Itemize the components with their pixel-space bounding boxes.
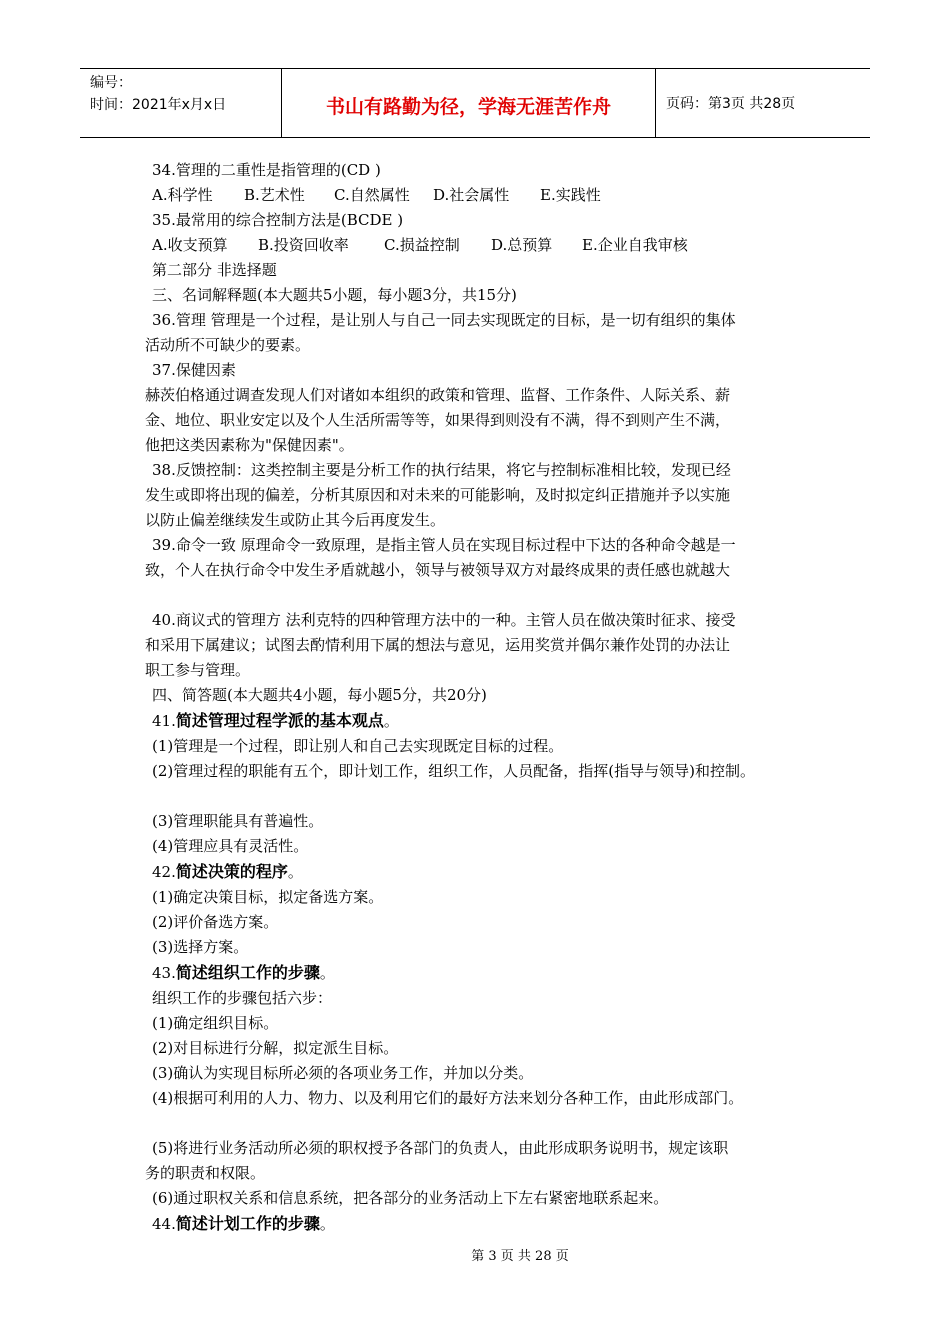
q43-title: 简述组织工作的步骤 <box>175 963 320 982</box>
header-page-info: 页码：第3页 共28页 <box>666 96 796 112</box>
q41-number: 41. <box>152 712 176 730</box>
q43-step-5-line-1: (5)将进行业务活动所必须的职权授予各部门的负责人，由此形成职务说明书，规定该职 <box>152 1139 729 1157</box>
spacer <box>145 1111 825 1136</box>
q43-intro: 组织工作的步骤包括六步： <box>152 989 333 1007</box>
q41-end: 。 <box>383 712 399 730</box>
q44-number: 44. <box>152 1215 176 1233</box>
q41-point-1: (1)管理是一个过程，即让别人和自己去实现既定目标的过程。 <box>152 737 564 755</box>
q43-step-2: (2)对目标进行分解，拟定派生目标。 <box>152 1039 399 1057</box>
document-body <box>145 158 825 1237</box>
q34-option-a: A.科学性 <box>152 186 213 204</box>
q40-line-1: 40.商议式的管理方 法利克特的四种管理方法中的一种。主管人员在做决策时征求、接受 <box>152 611 736 629</box>
q42-point-2: (2)评价备选方案。 <box>152 913 279 931</box>
q42-point-1: (1)确定决策目标，拟定备选方案。 <box>152 888 384 906</box>
time-label: 时间：2021年x月x日 <box>90 97 227 113</box>
q43-end: 。 <box>319 964 335 982</box>
header-motto: 书山有路勤为径，学海无涯苦作舟 <box>282 69 656 137</box>
q38-line-3: 以防止偏差继续发生或防止其今后再度发生。 <box>145 511 446 529</box>
q43-step-3: (3)确认为实现目标所必须的各项业务工作，并加以分类。 <box>152 1064 534 1082</box>
q34-stem: 34.管理的二重性是指管理的(CD ) <box>152 161 381 179</box>
q35-option-c: C.损益控制 <box>384 236 460 254</box>
q41-heading <box>145 708 825 734</box>
q43-step-5-line-2: 务的职责和权限。 <box>145 1164 266 1182</box>
q41-point-4: (4)管理应具有灵活性。 <box>152 837 309 855</box>
q35-option-e: E.企业自我审核 <box>582 236 688 254</box>
q42-end: 。 <box>287 863 303 881</box>
number-label: 编号： <box>90 75 132 91</box>
q37-line-2: 金、地位、职业安定以及个人生活所需等等，如果得到则没有不满，得不到则产生不满， <box>145 411 731 429</box>
q43-step-1: (1)确定组织目标。 <box>152 1014 279 1032</box>
q36-line-1: 36.管理 管理是一个过程，是让别人与自己一同去实现既定的目标，是一切有组织的集体 <box>152 311 736 329</box>
q38-line-2: 发生或即将出现的偏差，分析其原因和对未来的可能影响，及时拟定纠正措施并予以实施 <box>145 486 731 504</box>
q34-options <box>145 183 825 208</box>
page-footer: 第 3 页 共 28 页 <box>471 1249 569 1264</box>
q36-line-2: 活动所不可缺少的要素。 <box>145 336 311 354</box>
q41-point-2: (2)管理过程的职能有五个，即计划工作，组织工作，人员配备，指挥(指导与领导)和控制。 <box>152 762 755 780</box>
section3-heading: 三、名词解释题(本大题共5小题，每小题3分，共15分) <box>152 286 517 304</box>
q35-options <box>145 233 825 258</box>
q35-stem: 35.最常用的综合控制方法是(BCDE ) <box>152 211 404 229</box>
q44-end: 。 <box>319 1215 335 1233</box>
q34-option-e: E.实践性 <box>540 186 601 204</box>
q37-title: 37.保健因素 <box>152 361 236 379</box>
q35-option-a: A.收支预算 <box>152 236 228 254</box>
q39-line-1: 39.命令一致 原理命令一致原理，是指主管人员在实现目标过程中下达的各种命令越是一 <box>152 536 736 554</box>
spacer <box>145 583 825 608</box>
q41-title: 简述管理过程学派的基本观点 <box>175 711 384 730</box>
q42-point-3: (3)选择方案。 <box>152 938 249 956</box>
q42-number: 42. <box>152 863 176 881</box>
q43-number: 43. <box>152 964 176 982</box>
q43-step-6: (6)通过职权关系和信息系统，把各部分的业务活动上下左右紧密地联系起来。 <box>152 1189 669 1207</box>
q38-line-1: 38.反馈控制：这类控制主要是分析工作的执行结果，将它与控制标准相比较，发现已经 <box>152 461 731 479</box>
q42-heading <box>145 859 825 885</box>
q40-line-2: 和采用下属建议；试图去酌情利用下属的想法与意见，运用奖赏并偶尔兼作处罚的办法让 <box>145 636 731 654</box>
q34-option-c: C.自然属性 <box>334 186 410 204</box>
q34-option-b: B.艺术性 <box>244 186 305 204</box>
q34-option-d: D.社会属性 <box>433 186 510 204</box>
q40-line-3: 职工参与管理。 <box>145 661 251 679</box>
header-meta <box>80 69 282 137</box>
page-header <box>80 68 870 138</box>
q43-step-4: (4)根据可利用的人力、物力、以及利用它们的最好方法来划分各种工作，由此形成部门。 <box>152 1089 744 1107</box>
q41-point-3: (3)管理职能具有普遍性。 <box>152 812 324 830</box>
q35-option-b: B.投资回收率 <box>258 236 349 254</box>
q43-heading <box>145 960 825 986</box>
q39-line-2: 致，个人在执行命令中发生矛盾就越小，领导与被领导双方对最终成果的责任感也就越大 <box>145 561 731 579</box>
part2-heading: 第二部分 非选择题 <box>152 261 277 279</box>
q37-line-1: 赫茨伯格通过调查发现人们对诸如本组织的政策和管理、监督、工作条件、人际关系、薪 <box>145 386 731 404</box>
section4-heading: 四、简答题(本大题共4小题，每小题5分，共20分) <box>152 686 487 704</box>
q44-heading <box>145 1211 825 1237</box>
q35-option-d: D.总预算 <box>491 236 553 254</box>
q44-title: 简述计划工作的步骤 <box>175 1214 320 1233</box>
q42-title: 简述决策的程序 <box>175 862 288 881</box>
spacer <box>145 784 825 809</box>
q37-line-3: 他把这类因素称为"保健因素"。 <box>145 436 354 454</box>
